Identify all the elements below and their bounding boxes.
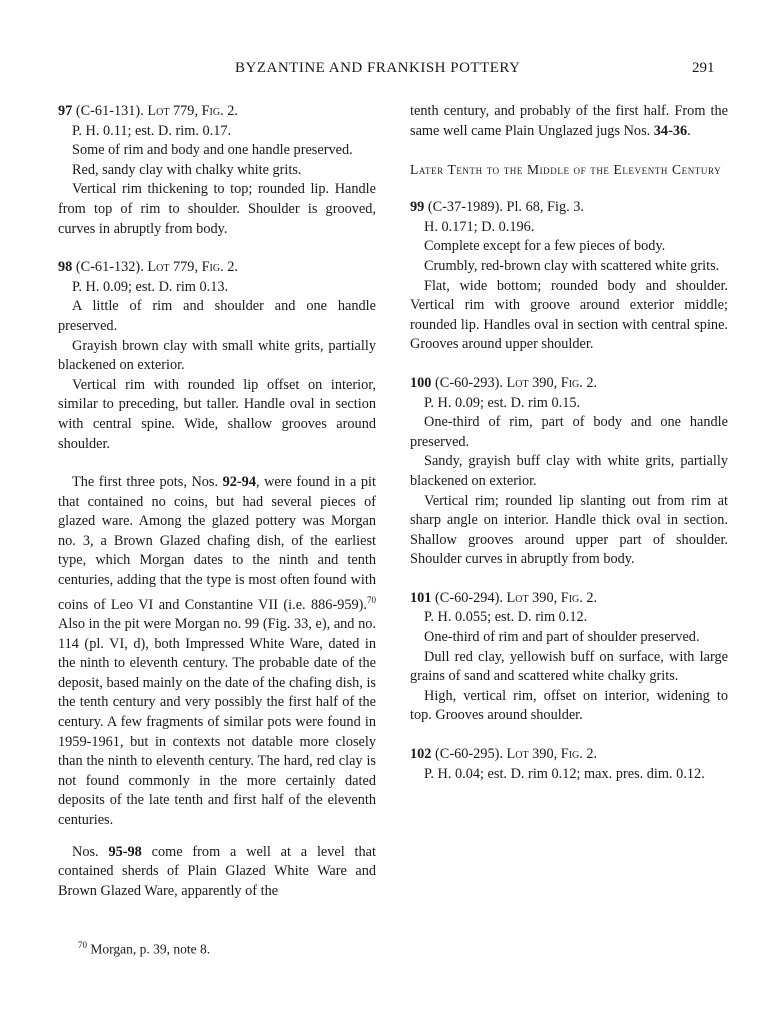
- footnote: [78, 940, 210, 958]
- entry-fabric: Grayish brown clay with small white grits, partially blackened on exterior.: [58, 337, 376, 374]
- entry-lot: Lot 390, Fig. 2.: [506, 746, 598, 763]
- entry-catalog-number: (C-60-295).: [435, 746, 503, 763]
- catalog-entry-99: [410, 198, 728, 355]
- entry-dimensions: P. H. 0.055; est. D. rim 0.12.: [424, 609, 588, 626]
- catalog-entry-100: [410, 374, 728, 570]
- entry-dimensions: P. H. 0.09; est. D. rim 0.15.: [424, 394, 581, 411]
- entry-description: Vertical rim with rounded lip offset on interior, similar to preceding, but taller. Handle oval in section with central spine. Wide, shallow grooves around shoulder.: [58, 376, 376, 452]
- entry-preservation: Complete except for a few pieces of body.: [424, 238, 666, 255]
- catalog-entry-102: [410, 745, 728, 784]
- discussion-paragraph: Nos. 95-98 come from a well at a level that contained sherds of Plain Glazed White Ware and Brown Glazed Ware, apparently of the: [58, 843, 376, 899]
- entry-fabric: Sandy, grayish buff clay with white grits, partially blackened on exterior.: [410, 453, 728, 489]
- footnote-number: 70: [78, 940, 87, 950]
- entry-lot: Lot 390, Fig. 2.: [506, 374, 598, 391]
- catalog-entry-97: [58, 102, 376, 239]
- entry-number: 97: [58, 103, 73, 119]
- entry-fabric: Dull red clay, yellowish buff on surface, with large grains of sand and scattered white chalky grits.: [410, 648, 728, 685]
- entry-dimensions: H. 0.171; D. 0.196.: [424, 218, 535, 235]
- entry-lot: Lot 779, Fig. 2.: [147, 103, 238, 119]
- entry-dimensions: P. H. 0.11; est. D. rim. 0.17.: [72, 122, 232, 139]
- page-number: 291: [692, 60, 715, 76]
- entry-catalog-number: (C-61-131).: [75, 103, 144, 119]
- entry-fabric: Red, sandy clay with chalky white grits.: [72, 161, 302, 178]
- catalog-entry-101: [410, 589, 728, 726]
- entry-heading: [410, 589, 728, 609]
- running-head: BYZANTINE AND FRANKISH POTTERY: [235, 60, 521, 76]
- entry-heading: [410, 745, 728, 765]
- entry-preservation: Some of rim and body and one handle preserved.: [72, 142, 353, 159]
- entry-catalog-number: (C-60-293).: [435, 374, 503, 391]
- section-title: Later Tenth to the Middle of the Eleventh Century: [410, 162, 722, 178]
- entry-lot: Lot 779, Fig. 2.: [147, 259, 238, 276]
- entry-plate: Pl. 68, Fig. 3.: [506, 199, 584, 216]
- entry-dimensions: P. H. 0.09; est. D. rim 0.13.: [72, 278, 229, 295]
- discussion-continuation: tenth century, and probably of the first half. From the same well came Plain Unglazed jugs Nos. 34-36.: [410, 103, 728, 139]
- right-column: [410, 102, 728, 784]
- footnote-text: Morgan, p. 39, note 8.: [90, 941, 211, 957]
- left-column: [58, 102, 376, 901]
- discussion-paragraph: The first three pots, Nos. 92-94, were found in a pit that contained no coins, but had several pieces of glazed ware. Among the glazed pottery was Morgan no. 3, a Brown Glazed chafing dish, of the earliest type, which Morgan dates to the ninth and tenth centuries, adding that the type is most often found with coins of Leo VI and Constantine VII (i.e. 886-959).$^{70}$ Also in the pit were Morgan no. 99 (Fig. 33, e), and no. 114 (pl. VI, d), both Impressed White Ware, dated in the ninth to eleventh century. The probable date of the deposit, based mainly on the date of the chafing dish, is the tenth century and very possibly the first half of the century. A few fragments of similar pots were found in 1959-1961, but in contexts not datable more closely than the ninth to eleventh century. The hard, red clay is not found commonly in the more certainly dated deposits of the late tenth and first half of the eleventh centuries.: [58, 474, 376, 828]
- entry-heading: [58, 102, 376, 122]
- entry-preservation: A little of rim and shoulder and one handle preserved.: [58, 298, 376, 334]
- entry-number: 99: [410, 199, 425, 216]
- entry-description: Vertical rim thickening to top; rounded lip. Handle from top of rim to shoulder. Shoulder is grooved, curves in abruptly from body.: [58, 181, 376, 237]
- entry-catalog-number: (C-37-1989).: [427, 199, 503, 216]
- entry-number: 98: [58, 259, 73, 276]
- entry-heading: [410, 374, 728, 394]
- entry-description: Vertical rim; rounded lip slanting out from rim at sharp angle on interior. Handle thick oval in section. Shallow grooves around upper part of shoulder. Shoulder curves in abruptly from body.: [410, 492, 728, 568]
- entry-preservation: One-third of rim and part of shoulder preserved.: [424, 629, 700, 646]
- entry-dimensions: P. H. 0.04; est. D. rim 0.12; max. pres. dim. 0.12.: [424, 765, 705, 782]
- entry-number: 100: [410, 374, 432, 391]
- entry-heading: [410, 198, 728, 218]
- entry-number: 102: [410, 746, 432, 763]
- entry-catalog-number: (C-60-294).: [435, 589, 503, 606]
- entry-lot: Lot 390, Fig. 2.: [506, 589, 598, 606]
- entry-heading: [58, 258, 376, 278]
- entry-catalog-number: (C-61-132).: [75, 259, 144, 276]
- entry-fabric: Crumbly, red-brown clay with scattered white grits.: [424, 257, 720, 274]
- footnote-ref: 70: [367, 594, 376, 605]
- entry-description: Flat, wide bottom; rounded body and shoulder. Vertical rim with groove around exterior middle; rounded lip. Handles oval in section with central spine. Grooves around upper shoulder.: [410, 277, 728, 353]
- entry-description: High, vertical rim, offset on interior, widening to top. Grooves around shoulder.: [410, 687, 728, 724]
- catalog-entry-98: [58, 258, 376, 454]
- entry-preservation: One-third of rim, part of body and one handle preserved.: [410, 414, 728, 450]
- entry-number: 101: [410, 589, 432, 606]
